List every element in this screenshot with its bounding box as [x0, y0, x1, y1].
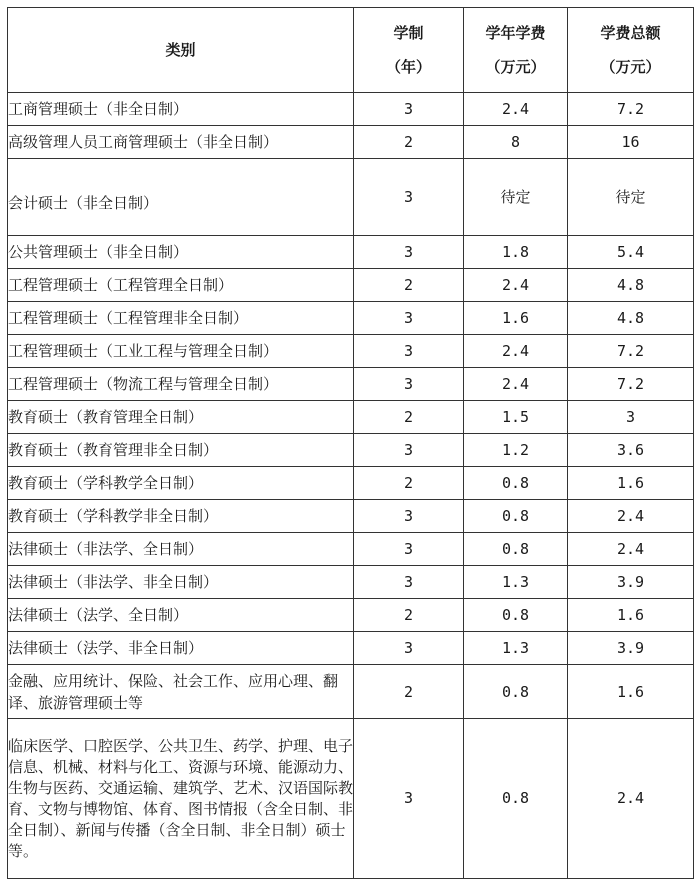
- table-row: [8, 159, 694, 236]
- total-fee-cell: 4.8: [568, 269, 694, 302]
- duration-cell: 3: [354, 368, 464, 401]
- table-row: [8, 126, 694, 159]
- header-annual-fee-line2: （万元）: [485, 58, 546, 76]
- header-total-fee-line2: （万元）: [600, 58, 661, 76]
- annual-fee-cell: 2.4: [464, 269, 568, 302]
- header-category-label: 类别: [165, 41, 196, 59]
- annual-fee-cell: 2.4: [464, 335, 568, 368]
- annual-fee-cell: 待定: [464, 159, 568, 236]
- duration-cell: 2: [354, 269, 464, 302]
- table-row: [8, 93, 694, 126]
- table-row: [8, 533, 694, 566]
- annual-fee-cell: 0.8: [464, 599, 568, 632]
- annual-fee-cell: 2.4: [464, 368, 568, 401]
- category-cell: 工程管理硕士（工业工程与管理全日制）: [8, 335, 354, 368]
- table-row: [8, 302, 694, 335]
- category-cell: 教育硕士（教育管理全日制）: [8, 401, 354, 434]
- total-fee-cell: 2.4: [568, 500, 694, 533]
- table-row: [8, 335, 694, 368]
- total-fee-cell: 2.4: [568, 533, 694, 566]
- category-cell: 金融、应用统计、保险、社会工作、应用心理、翻译、旅游管理硕士等: [8, 665, 354, 719]
- annual-fee-cell: 1.8: [464, 236, 568, 269]
- total-fee-cell: 1.6: [568, 599, 694, 632]
- category-cell: 教育硕士（学科教学非全日制）: [8, 500, 354, 533]
- category-cell: 法律硕士（非法学、非全日制）: [8, 566, 354, 599]
- category-cell: 法律硕士（法学、全日制）: [8, 599, 354, 632]
- annual-fee-cell: 8: [464, 126, 568, 159]
- total-fee-cell: 待定: [568, 159, 694, 236]
- total-fee-cell: 3: [568, 401, 694, 434]
- table-row: [8, 467, 694, 500]
- duration-cell: 2: [354, 126, 464, 159]
- duration-cell: 2: [354, 599, 464, 632]
- annual-fee-cell: 0.8: [464, 533, 568, 566]
- table-row: [8, 401, 694, 434]
- duration-cell: 2: [354, 467, 464, 500]
- header-duration-line2: （年）: [385, 58, 431, 76]
- annual-fee-cell: 0.8: [464, 500, 568, 533]
- tuition-table: [7, 7, 694, 879]
- annual-fee-cell: 1.3: [464, 632, 568, 665]
- category-cell: 教育硕士（学科教学全日制）: [8, 467, 354, 500]
- header-total-fee-line1: 学费总额: [600, 24, 661, 42]
- annual-fee-cell: 0.8: [464, 719, 568, 879]
- table-row: [8, 632, 694, 665]
- duration-cell: 3: [354, 159, 464, 236]
- total-fee-cell: 4.8: [568, 302, 694, 335]
- header-category: [8, 8, 354, 93]
- table-row: [8, 236, 694, 269]
- category-cell: 教育硕士（教育管理非全日制）: [8, 434, 354, 467]
- duration-cell: 3: [354, 236, 464, 269]
- duration-cell: 3: [354, 632, 464, 665]
- annual-fee-cell: 1.5: [464, 401, 568, 434]
- annual-fee-cell: 1.3: [464, 566, 568, 599]
- duration-cell: 3: [354, 93, 464, 126]
- total-fee-cell: 7.2: [568, 368, 694, 401]
- category-cell: 法律硕士（法学、非全日制）: [8, 632, 354, 665]
- total-fee-cell: 1.6: [568, 467, 694, 500]
- category-cell: 会计硕士（非全日制）: [8, 159, 354, 236]
- header-annual-fee: [464, 8, 568, 93]
- duration-cell: 3: [354, 533, 464, 566]
- table-row: [8, 368, 694, 401]
- total-fee-cell: 5.4: [568, 236, 694, 269]
- duration-cell: 3: [354, 500, 464, 533]
- table-row: [8, 665, 694, 719]
- total-fee-cell: 16: [568, 126, 694, 159]
- header-total-fee: [568, 8, 694, 93]
- total-fee-cell: 1.6: [568, 665, 694, 719]
- total-fee-cell: 7.2: [568, 93, 694, 126]
- category-cell: 工程管理硕士（工程管理全日制）: [8, 269, 354, 302]
- category-cell: 工商管理硕士（非全日制）: [8, 93, 354, 126]
- annual-fee-cell: 2.4: [464, 93, 568, 126]
- category-cell: 工程管理硕士（物流工程与管理全日制）: [8, 368, 354, 401]
- category-cell: 法律硕士（非法学、全日制）: [8, 533, 354, 566]
- header-annual-fee-line1: 学年学费: [485, 24, 546, 42]
- total-fee-cell: 3.6: [568, 434, 694, 467]
- table-row: [8, 599, 694, 632]
- table-row: [8, 269, 694, 302]
- annual-fee-cell: 1.2: [464, 434, 568, 467]
- total-fee-cell: 2.4: [568, 719, 694, 879]
- annual-fee-cell: 0.8: [464, 665, 568, 719]
- header-duration: [354, 8, 464, 93]
- header-duration-line1: 学制: [393, 24, 424, 42]
- duration-cell: 3: [354, 335, 464, 368]
- duration-cell: 3: [354, 302, 464, 335]
- table-row: [8, 719, 694, 879]
- table-row: [8, 566, 694, 599]
- duration-cell: 2: [354, 665, 464, 719]
- total-fee-cell: 7.2: [568, 335, 694, 368]
- table-row: [8, 500, 694, 533]
- table-header-row: [8, 8, 694, 93]
- total-fee-cell: 3.9: [568, 632, 694, 665]
- total-fee-cell: 3.9: [568, 566, 694, 599]
- category-cell: 公共管理硕士（非全日制）: [8, 236, 354, 269]
- duration-cell: 2: [354, 401, 464, 434]
- table-row: [8, 434, 694, 467]
- duration-cell: 3: [354, 719, 464, 879]
- category-cell: 工程管理硕士（工程管理非全日制）: [8, 302, 354, 335]
- category-cell: 临床医学、口腔医学、公共卫生、药学、护理、电子信息、机械、材料与化工、资源与环境、能源动力、生物与医药、交通运输、建筑学、艺术、汉语国际教育、文物与博物馆、体育、图书情报（含全日制、非全日制）、新闻与传播（含全日制、非全日制）硕士等。: [8, 719, 354, 879]
- duration-cell: 3: [354, 566, 464, 599]
- category-cell: 高级管理人员工商管理硕士（非全日制）: [8, 126, 354, 159]
- annual-fee-cell: 0.8: [464, 467, 568, 500]
- duration-cell: 3: [354, 434, 464, 467]
- annual-fee-cell: 1.6: [464, 302, 568, 335]
